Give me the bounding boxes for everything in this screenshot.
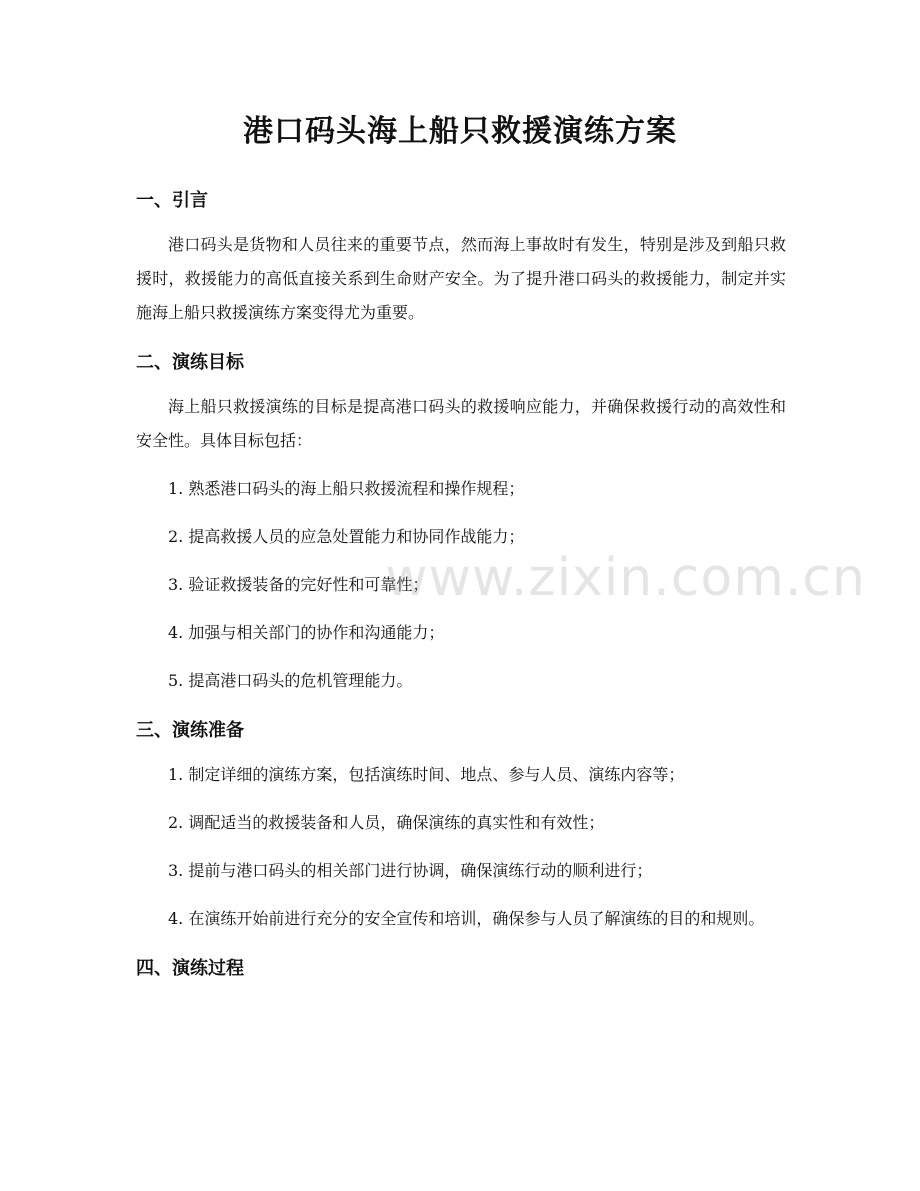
- section-heading: 二、演练目标: [136, 352, 244, 373]
- section-drill-preparation: [136, 716, 786, 936]
- paragraph: 港口码头是货物和人员往来的重要节点，然而海上事故时有发生，特别是涉及到船只救援时，救援能力的高低直接关系到生命财产安全。为了提升港口码头的救援能力，制定并实施海上船只救援演练方案变得尤为重要。: [136, 235, 786, 322]
- list-item: 4. 在演练开始前进行充分的安全宣传和培训，确保参与人员了解演练的目的和规则。: [168, 909, 765, 928]
- watermark: www.zixin.com.cn: [385, 548, 866, 608]
- list-item: 5. 提高港口码头的危机管理能力。: [168, 671, 413, 690]
- paragraph: 海上船只救援演练的目标是提高港口码头的救援响应能力，并确保救援行动的高效性和安全性。具体目标包括：: [136, 397, 786, 450]
- section-heading: 四、演练过程: [136, 958, 244, 979]
- section-introduction: [136, 186, 786, 330]
- section-drill-process: [136, 954, 786, 984]
- section-heading: 一、引言: [136, 190, 208, 211]
- section-heading: 三、演练准备: [136, 720, 244, 741]
- list-item: 4. 加强与相关部门的协作和沟通能力；: [168, 623, 445, 642]
- section-drill-goals: [136, 348, 786, 698]
- document-title: 港口码头海上船只救援演练方案: [243, 114, 677, 149]
- list-item: 3. 验证救援装备的完好性和可靠性；: [168, 575, 429, 594]
- list-item: 2. 调配适当的救援装备和人员，确保演练的真实性和有效性；: [168, 813, 605, 832]
- list-item: 1. 制定详细的演练方案，包括演练时间、地点、参与人员、演练内容等；: [168, 765, 685, 784]
- document-body: [136, 186, 786, 984]
- list-item: 3. 提前与港口码头的相关部门进行协调，确保演练行动的顺利进行；: [168, 861, 653, 880]
- list-item: 2. 提高救援人员的应急处置能力和协同作战能力；: [168, 527, 525, 546]
- list-item: 1. 熟悉港口码头的海上船只救援流程和操作规程；: [168, 479, 525, 498]
